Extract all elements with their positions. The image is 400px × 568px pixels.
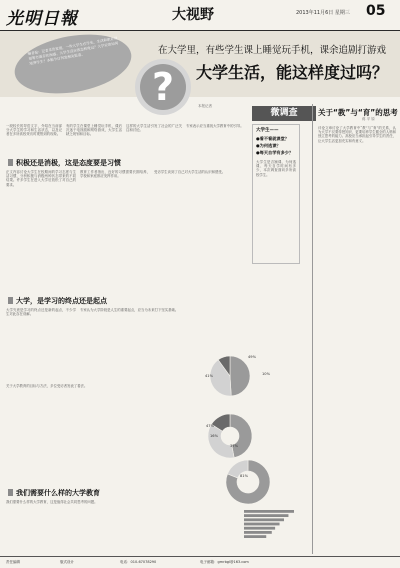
- pie2-label-1: 47%: [206, 424, 214, 428]
- survey-item: ●为何逃课？: [256, 143, 281, 148]
- survey-sidebar-text: 大学生是否翘课、为何逃课、每天自学时间有多少，本次调查面向多所高校学生。: [256, 160, 296, 177]
- question-mark-icon: ?: [140, 64, 186, 110]
- pie1-label-2: 41%: [205, 374, 213, 378]
- intro-column-1: 一段较长的导语文字，介绍在当前部分大学生的学习和生活状态，以及记者在多所高校采访时观察到的现象。: [6, 124, 62, 137]
- pie1-slice-0: [230, 356, 250, 396]
- subheadline: 在大学里，有些学生课上睡觉玩手机，课余追剧打游戏: [158, 45, 387, 56]
- footer-email: 电子邮箱：gmrbgl@163.com: [200, 560, 249, 564]
- issue-date: 2013年11月6日 星期三: [296, 10, 350, 16]
- bar-3: [244, 523, 280, 526]
- bar-0: [244, 510, 294, 513]
- pie3-label-1: 81%: [240, 474, 248, 478]
- bar-5: [244, 531, 272, 534]
- article-column-7: 我们需要什么样的大学教育，这是值得社会共同思考的问题。: [6, 500, 98, 504]
- survey-charts: [198, 352, 300, 542]
- article-column-2: 教育工作者指出，良好的习惯需要长期培养，学校和家庭都应发挥作用。: [80, 170, 150, 179]
- intro-column-2: 有的学生在课堂上睡觉玩手机，课后沉迷于电视剧和网络游戏，大学生活缺乏规划和目标。: [66, 124, 122, 137]
- page-footer: [0, 556, 400, 568]
- survey-item: ●每天自学有多少？: [256, 150, 294, 155]
- bar-4: [244, 527, 275, 530]
- survey-item: ●看不看就课堂？: [256, 136, 289, 141]
- main-headline: 大学生活，能这样度过吗？: [196, 63, 389, 82]
- micro-survey-label: 微调查: [252, 106, 316, 121]
- page-header: [0, 0, 400, 32]
- article-column-3: 受访学生谈到了自己对大学生活的认识和感受。: [154, 170, 226, 174]
- pie2-slice-0: [230, 414, 252, 458]
- pie1-label-1: 49%: [248, 355, 256, 359]
- survey-sidebar-title: 大学生——: [256, 128, 279, 133]
- article-column-4: 大学究竟是学习的终点还是新的起点，不少学生对此存在误解。: [6, 308, 76, 317]
- footer-layout: 版式设计: [60, 560, 74, 564]
- section-heading-2: 大学，是学习的终点还是起点: [8, 296, 107, 306]
- bar-6: [244, 535, 266, 538]
- article-column-6: 关于大学教育的目标与方法，多位受访者发表了看法。: [6, 384, 88, 388]
- pie1-label-3: 10%: [262, 372, 270, 376]
- footer-editor: 责任编辑: [6, 560, 20, 564]
- newspaper-logo: 光明日報: [6, 9, 78, 29]
- bar-1: [244, 514, 288, 517]
- pie2-label-3: 37%: [230, 444, 238, 448]
- footer-phone: 电话：010-67078290: [120, 560, 157, 564]
- intro-column-4: 专家表示应当重视大学教育中的引导。: [186, 124, 244, 128]
- page-number: 05: [366, 3, 386, 19]
- byline: 本报记者: [198, 104, 212, 108]
- editor-note: 编者按：记者采访发现，一些大学生在学业、生活和职业规划等方面存在困惑。大学生活应该怎样度过？大学应该如何培养学生？本版今日刊发相关报道。: [27, 36, 119, 66]
- survey-charts-svg: [198, 352, 300, 542]
- right-column-text: 评论文章讨论了大学教育中“教”与“育”的关系，认为大学不仅要传授知识，更要培养学生健全的人格和独立思考的能力。高校应当承担起引导学生的责任，让大学生活更加充实和有意义。: [318, 126, 396, 143]
- section-name: 大视野: [172, 7, 214, 23]
- right-byline: 蒋 平 原: [362, 117, 375, 121]
- article-column-1: 正文内容讨论大学生在校期间的学习态度与生活习惯，分析积极与消极两种状态带来的不同结果。许多学生在进入大学后放松了对自己的要求。: [6, 170, 76, 187]
- bar-2: [244, 518, 284, 521]
- pie2-label-2: 16%: [210, 434, 218, 438]
- article-column-5: 专家认为大学阶段是人生的重要起点，应当为未来打下坚实基础。: [80, 308, 179, 312]
- section-heading-3: 我们需要什么样的大学教育: [8, 488, 100, 498]
- column-divider: [312, 104, 313, 554]
- intro-column-3: 这样的大学生活引发了社会的广泛关注和讨论。: [126, 124, 182, 133]
- section-heading-1: 积极还是消极，这是态度要是习惯: [8, 158, 121, 168]
- right-column-title: 关于“教”与“育”的思考: [318, 108, 398, 117]
